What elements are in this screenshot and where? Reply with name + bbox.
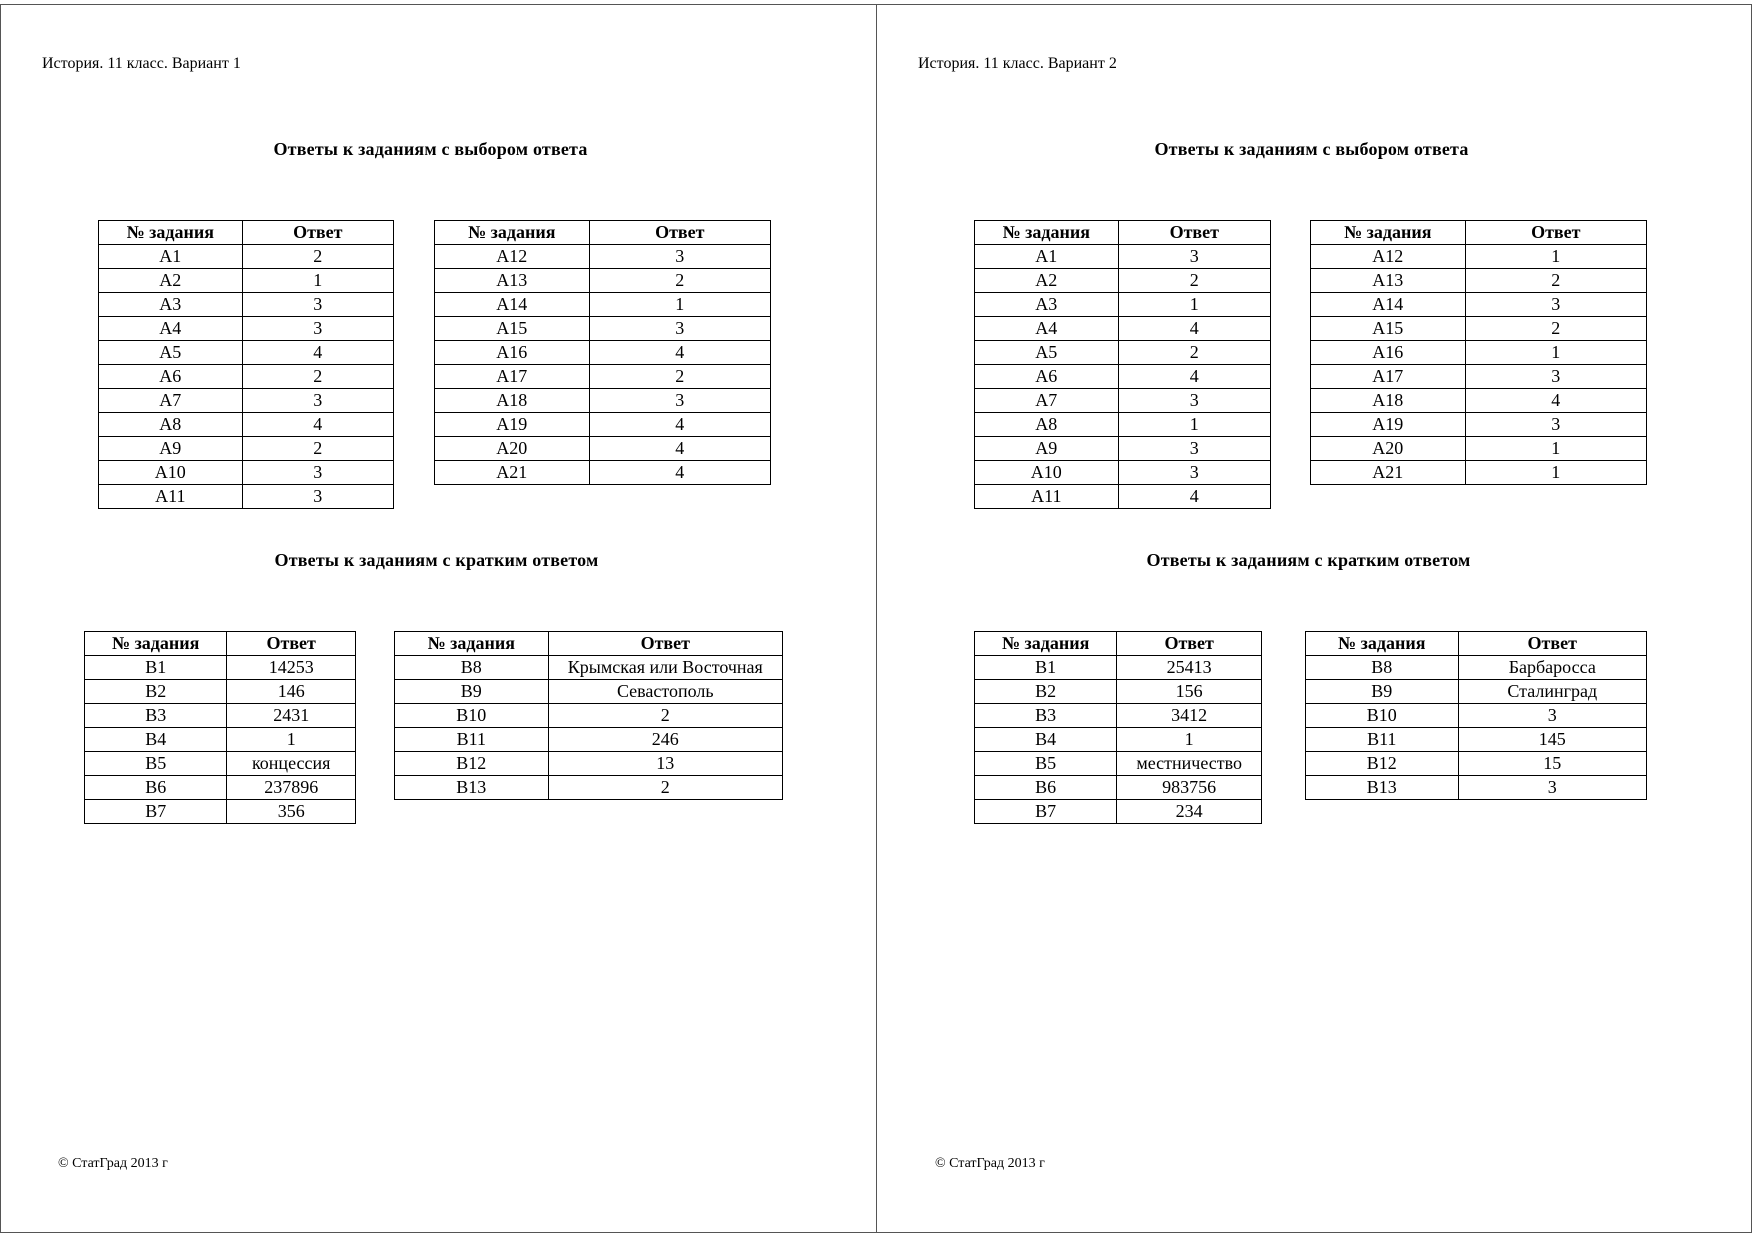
task-number-cell: B10: [1306, 704, 1459, 728]
page-variant-2: [877, 0, 1754, 1239]
task-number-cell: B12: [1306, 752, 1459, 776]
page-footer: © СтатГрад 2013 г: [58, 1156, 168, 1171]
table-row: [395, 704, 783, 728]
table-row: [1311, 413, 1647, 437]
answer-cell: 1: [1118, 293, 1270, 317]
table-row: [395, 776, 783, 800]
answer-cell: 1: [1465, 461, 1646, 485]
answer-cell: 14253: [227, 656, 356, 680]
answer-cell: местничество: [1117, 752, 1262, 776]
table-row: [435, 317, 771, 341]
table-row: [99, 317, 394, 341]
answers-table-a1: [974, 220, 1271, 509]
column-header-task: № задания: [1311, 221, 1466, 245]
task-number-cell: A19: [1311, 413, 1466, 437]
task-number-cell: B6: [85, 776, 227, 800]
task-number-cell: A2: [975, 269, 1119, 293]
task-number-cell: A16: [435, 341, 590, 365]
task-number-cell: A7: [975, 389, 1119, 413]
answer-cell: 4: [589, 341, 770, 365]
table-row: [975, 245, 1271, 269]
task-number-cell: A3: [99, 293, 243, 317]
page-footer: © СтатГрад 2013 г: [935, 1156, 1045, 1171]
answers-table-b2: [394, 631, 783, 800]
task-number-cell: A3: [975, 293, 1119, 317]
table-row: [99, 269, 394, 293]
answer-cell: 1: [1465, 437, 1646, 461]
answer-cell: Крымская или Восточная: [548, 656, 782, 680]
table-row: [975, 461, 1271, 485]
table-row: [975, 704, 1262, 728]
answer-cell: 3: [1465, 413, 1646, 437]
task-number-cell: B3: [85, 704, 227, 728]
task-number-cell: A7: [99, 389, 243, 413]
task-number-cell: A10: [99, 461, 243, 485]
answer-cell: 4: [242, 341, 393, 365]
answer-cell: 3: [242, 389, 393, 413]
table-row: [435, 389, 771, 413]
table-row: [435, 437, 771, 461]
section-title-short: Ответы к заданиям с кратким ответом: [274, 550, 599, 570]
task-number-cell: B6: [975, 776, 1117, 800]
task-number-cell: B7: [975, 800, 1117, 824]
table-row: [975, 680, 1262, 704]
answer-cell: 4: [1118, 485, 1270, 509]
answers-table-b1: [974, 631, 1262, 824]
task-number-cell: A21: [435, 461, 590, 485]
table-row: [85, 680, 356, 704]
task-number-cell: A17: [435, 365, 590, 389]
answer-cell: 3: [1118, 245, 1270, 269]
answer-cell: 1: [227, 728, 356, 752]
task-number-cell: A15: [435, 317, 590, 341]
task-number-cell: A18: [1311, 389, 1466, 413]
task-number-cell: B13: [395, 776, 549, 800]
task-number-cell: A9: [975, 437, 1119, 461]
task-number-cell: B1: [975, 656, 1117, 680]
task-number-cell: B1: [85, 656, 227, 680]
task-number-cell: B13: [1306, 776, 1459, 800]
answer-cell: 3: [242, 485, 393, 509]
answer-cell: Сталинград: [1458, 680, 1646, 704]
task-number-cell: A9: [99, 437, 243, 461]
table-row: [85, 776, 356, 800]
task-number-cell: B7: [85, 800, 227, 824]
section-title-choice: Ответы к заданиям с выбором ответа: [1154, 139, 1469, 159]
answer-cell: 237896: [227, 776, 356, 800]
task-number-cell: A2: [99, 269, 243, 293]
answer-cell: 4: [589, 461, 770, 485]
answer-cell: 2: [242, 365, 393, 389]
column-header-task: № задания: [975, 221, 1119, 245]
answer-cell: 25413: [1117, 656, 1262, 680]
task-number-cell: A5: [975, 341, 1119, 365]
table-row: [1311, 245, 1647, 269]
section-title-choice: Ответы к заданиям с выбором ответа: [273, 139, 588, 159]
table-row: [975, 293, 1271, 317]
task-number-cell: B11: [1306, 728, 1459, 752]
table-row: [395, 752, 783, 776]
answer-cell: 234: [1117, 800, 1262, 824]
answer-cell: 15: [1458, 752, 1646, 776]
task-number-cell: A11: [99, 485, 243, 509]
answer-cell: 4: [1118, 317, 1270, 341]
task-number-cell: B2: [975, 680, 1117, 704]
table-row: [99, 413, 394, 437]
table-row: [99, 365, 394, 389]
page-header: История. 11 класс. Вариант 1: [42, 55, 241, 72]
task-number-cell: B3: [975, 704, 1117, 728]
table-row: [1311, 389, 1647, 413]
column-header-answer: Ответ: [1117, 632, 1262, 656]
table-row: [395, 680, 783, 704]
task-number-cell: B10: [395, 704, 549, 728]
answers-table-a2: [1310, 220, 1647, 485]
table-row: [85, 656, 356, 680]
column-header-task: № задания: [99, 221, 243, 245]
answer-cell: 4: [1118, 365, 1270, 389]
answer-cell: 3: [1465, 365, 1646, 389]
answer-cell: 3: [589, 389, 770, 413]
table-row: [435, 461, 771, 485]
answer-cell: 3: [589, 317, 770, 341]
table-row: [975, 269, 1271, 293]
table-row: [1311, 317, 1647, 341]
answer-cell: 356: [227, 800, 356, 824]
table-row: [435, 413, 771, 437]
column-header-answer: Ответ: [1465, 221, 1646, 245]
table-row: [1306, 680, 1647, 704]
answer-cell: 3412: [1117, 704, 1262, 728]
table-row: [975, 656, 1262, 680]
table-row: [85, 800, 356, 824]
table-row: [975, 485, 1271, 509]
answer-cell: 2: [548, 776, 782, 800]
column-header-answer: Ответ: [227, 632, 356, 656]
task-number-cell: A12: [1311, 245, 1466, 269]
task-number-cell: A1: [99, 245, 243, 269]
column-header-answer: Ответ: [548, 632, 782, 656]
task-number-cell: B4: [975, 728, 1117, 752]
table-row: [1311, 293, 1647, 317]
task-number-cell: A13: [435, 269, 590, 293]
task-number-cell: A18: [435, 389, 590, 413]
task-number-cell: A20: [1311, 437, 1466, 461]
task-number-cell: A11: [975, 485, 1119, 509]
task-number-cell: A17: [1311, 365, 1466, 389]
answer-cell: Барбаросса: [1458, 656, 1646, 680]
task-number-cell: A4: [99, 317, 243, 341]
table-row: [1306, 704, 1647, 728]
answer-cell: 3: [242, 317, 393, 341]
table-row: [1311, 365, 1647, 389]
answer-cell: 2: [548, 704, 782, 728]
answer-cell: 146: [227, 680, 356, 704]
task-number-cell: B8: [395, 656, 549, 680]
task-number-cell: A13: [1311, 269, 1466, 293]
task-number-cell: A14: [435, 293, 590, 317]
table-row: [1311, 437, 1647, 461]
answer-cell: 2: [1465, 317, 1646, 341]
task-number-cell: B9: [1306, 680, 1459, 704]
table-row: [1311, 461, 1647, 485]
table-row: [99, 245, 394, 269]
answer-cell: 2: [242, 245, 393, 269]
answer-cell: 3: [1458, 776, 1646, 800]
table-row: [975, 413, 1271, 437]
answer-cell: 2: [1118, 341, 1270, 365]
table-row: [395, 656, 783, 680]
answer-cell: 983756: [1117, 776, 1262, 800]
answer-cell: 2: [1465, 269, 1646, 293]
table-row: [99, 461, 394, 485]
answer-cell: 4: [242, 413, 393, 437]
table-row: [975, 752, 1262, 776]
answer-cell: 2: [589, 365, 770, 389]
answer-cell: 145: [1458, 728, 1646, 752]
table-row: [1306, 656, 1647, 680]
column-header-answer: Ответ: [1458, 632, 1646, 656]
answers-table-a1: [98, 220, 394, 509]
column-header-task: № задания: [395, 632, 549, 656]
task-number-cell: B11: [395, 728, 549, 752]
column-header-answer: Ответ: [242, 221, 393, 245]
answer-cell: Севастополь: [548, 680, 782, 704]
table-row: [1311, 341, 1647, 365]
answer-cell: 2: [589, 269, 770, 293]
table-row: [1306, 776, 1647, 800]
answer-cell: 1: [1117, 728, 1262, 752]
answer-cell: 3: [242, 293, 393, 317]
column-header-answer: Ответ: [589, 221, 770, 245]
table-row: [975, 728, 1262, 752]
task-number-cell: A19: [435, 413, 590, 437]
task-number-cell: A21: [1311, 461, 1466, 485]
table-row: [975, 437, 1271, 461]
table-row: [99, 341, 394, 365]
table-row: [975, 776, 1262, 800]
page-header: История. 11 класс. Вариант 2: [918, 55, 1117, 72]
answers-table-b2: [1305, 631, 1647, 800]
task-number-cell: A8: [99, 413, 243, 437]
task-number-cell: A14: [1311, 293, 1466, 317]
table-row: [435, 341, 771, 365]
answer-cell: 3: [1118, 389, 1270, 413]
answer-cell: 2: [242, 437, 393, 461]
table-row: [435, 365, 771, 389]
answer-cell: 2: [1118, 269, 1270, 293]
table-row: [975, 389, 1271, 413]
task-number-cell: A15: [1311, 317, 1466, 341]
column-header-task: № задания: [85, 632, 227, 656]
answer-cell: 4: [589, 413, 770, 437]
column-header-task: № задания: [1306, 632, 1459, 656]
answer-cell: 3: [1118, 461, 1270, 485]
task-number-cell: A6: [975, 365, 1119, 389]
table-row: [1306, 752, 1647, 776]
answer-cell: 3: [1118, 437, 1270, 461]
task-number-cell: A5: [99, 341, 243, 365]
task-number-cell: B5: [975, 752, 1117, 776]
table-row: [99, 437, 394, 461]
task-number-cell: A20: [435, 437, 590, 461]
table-row: [85, 704, 356, 728]
answer-cell: 1: [1118, 413, 1270, 437]
answers-table-b1: [84, 631, 356, 824]
column-header-answer: Ответ: [1118, 221, 1270, 245]
answer-cell: 3: [1458, 704, 1646, 728]
table-row: [85, 752, 356, 776]
table-row: [99, 293, 394, 317]
task-number-cell: A8: [975, 413, 1119, 437]
table-row: [85, 728, 356, 752]
answer-cell: 1: [242, 269, 393, 293]
answer-cell: 246: [548, 728, 782, 752]
answer-cell: 1: [1465, 341, 1646, 365]
table-row: [975, 341, 1271, 365]
task-number-cell: B5: [85, 752, 227, 776]
table-row: [975, 365, 1271, 389]
task-number-cell: A6: [99, 365, 243, 389]
section-title-short: Ответы к заданиям с кратким ответом: [1146, 550, 1471, 570]
table-row: [99, 389, 394, 413]
table-row: [1306, 728, 1647, 752]
answer-cell: 3: [1465, 293, 1646, 317]
table-row: [975, 317, 1271, 341]
answer-cell: 13: [548, 752, 782, 776]
column-header-task: № задания: [435, 221, 590, 245]
task-number-cell: B4: [85, 728, 227, 752]
answer-cell: 4: [1465, 389, 1646, 413]
table-row: [435, 293, 771, 317]
task-number-cell: A12: [435, 245, 590, 269]
task-number-cell: A16: [1311, 341, 1466, 365]
task-number-cell: B2: [85, 680, 227, 704]
column-header-task: № задания: [975, 632, 1117, 656]
table-row: [99, 485, 394, 509]
task-number-cell: B8: [1306, 656, 1459, 680]
answer-cell: 3: [589, 245, 770, 269]
answer-cell: 1: [1465, 245, 1646, 269]
answer-cell: концессия: [227, 752, 356, 776]
answer-cell: 2431: [227, 704, 356, 728]
task-number-cell: B9: [395, 680, 549, 704]
task-number-cell: A4: [975, 317, 1119, 341]
answer-cell: 156: [1117, 680, 1262, 704]
task-number-cell: A1: [975, 245, 1119, 269]
task-number-cell: A10: [975, 461, 1119, 485]
answer-cell: 3: [242, 461, 393, 485]
task-number-cell: B12: [395, 752, 549, 776]
table-row: [1311, 269, 1647, 293]
answer-cell: 4: [589, 437, 770, 461]
table-row: [435, 269, 771, 293]
table-row: [975, 800, 1262, 824]
table-row: [435, 245, 771, 269]
answer-cell: 1: [589, 293, 770, 317]
answers-table-a2: [434, 220, 771, 485]
table-row: [395, 728, 783, 752]
